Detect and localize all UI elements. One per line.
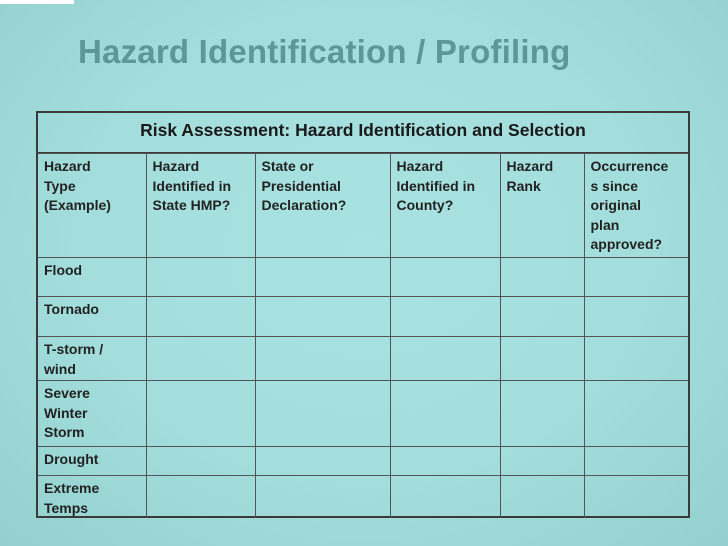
table-cell[interactable] (500, 476, 584, 519)
slide-title: Hazard Identification / Profiling (78, 33, 571, 70)
row-label-severe-winter-storm: Severe Winter Storm (38, 381, 146, 447)
table-cell[interactable] (500, 337, 584, 381)
table-row (38, 476, 688, 519)
table-row (38, 258, 688, 297)
row-label-flood: Flood (38, 258, 146, 297)
column-header-state-hmp: Hazard Identified in State HMP? (146, 154, 255, 258)
row-label-tstorm-wind: T-storm / wind (38, 337, 146, 381)
table-row (38, 297, 688, 337)
table-cell[interactable] (146, 447, 255, 476)
table-cell[interactable] (390, 381, 500, 447)
table-cell[interactable] (584, 337, 688, 381)
table-cell[interactable] (500, 297, 584, 337)
table-cell[interactable] (390, 337, 500, 381)
table-cell[interactable] (584, 297, 688, 337)
table-cell[interactable] (390, 476, 500, 519)
table-row (38, 337, 688, 381)
table-cell[interactable] (390, 258, 500, 297)
table-cell[interactable] (500, 258, 584, 297)
table-cell[interactable] (255, 476, 390, 519)
table-cell[interactable] (255, 381, 390, 447)
table-cell[interactable] (255, 297, 390, 337)
table-cell[interactable] (146, 258, 255, 297)
row-label-extreme-temps: Extreme Temps (38, 476, 146, 519)
column-header-row (38, 154, 688, 258)
table-cell[interactable] (584, 381, 688, 447)
table-cell[interactable] (146, 297, 255, 337)
table-cell[interactable] (500, 381, 584, 447)
table-cell[interactable] (255, 258, 390, 297)
row-label-drought: Drought (38, 447, 146, 476)
table-cell[interactable] (146, 337, 255, 381)
row-label-tornado: Tornado (38, 297, 146, 337)
column-header-occurrences: Occurrence s since original plan approved? (584, 154, 688, 258)
table-row (38, 447, 688, 476)
table-cell[interactable] (146, 476, 255, 519)
hazard-table (36, 111, 690, 518)
table-row (38, 381, 688, 447)
table-cell[interactable] (390, 297, 500, 337)
table-cell[interactable] (390, 447, 500, 476)
table-cell[interactable] (146, 381, 255, 447)
column-header-declaration: State or Presidential Declaration? (255, 154, 390, 258)
table-cell[interactable] (584, 447, 688, 476)
column-header-hazard-type: Hazard Type (Example) (38, 154, 146, 258)
column-header-rank: Hazard Rank (500, 154, 584, 258)
table-cell[interactable] (584, 258, 688, 297)
table-cell[interactable] (584, 476, 688, 519)
table-cell[interactable] (255, 447, 390, 476)
hazard-grid (38, 153, 688, 518)
table-cell[interactable] (255, 337, 390, 381)
corner-tab (0, 0, 74, 4)
table-cell[interactable] (500, 447, 584, 476)
column-header-county: Hazard Identified in County? (390, 154, 500, 258)
table-caption: Risk Assessment: Hazard Identification and Selection (38, 113, 688, 153)
